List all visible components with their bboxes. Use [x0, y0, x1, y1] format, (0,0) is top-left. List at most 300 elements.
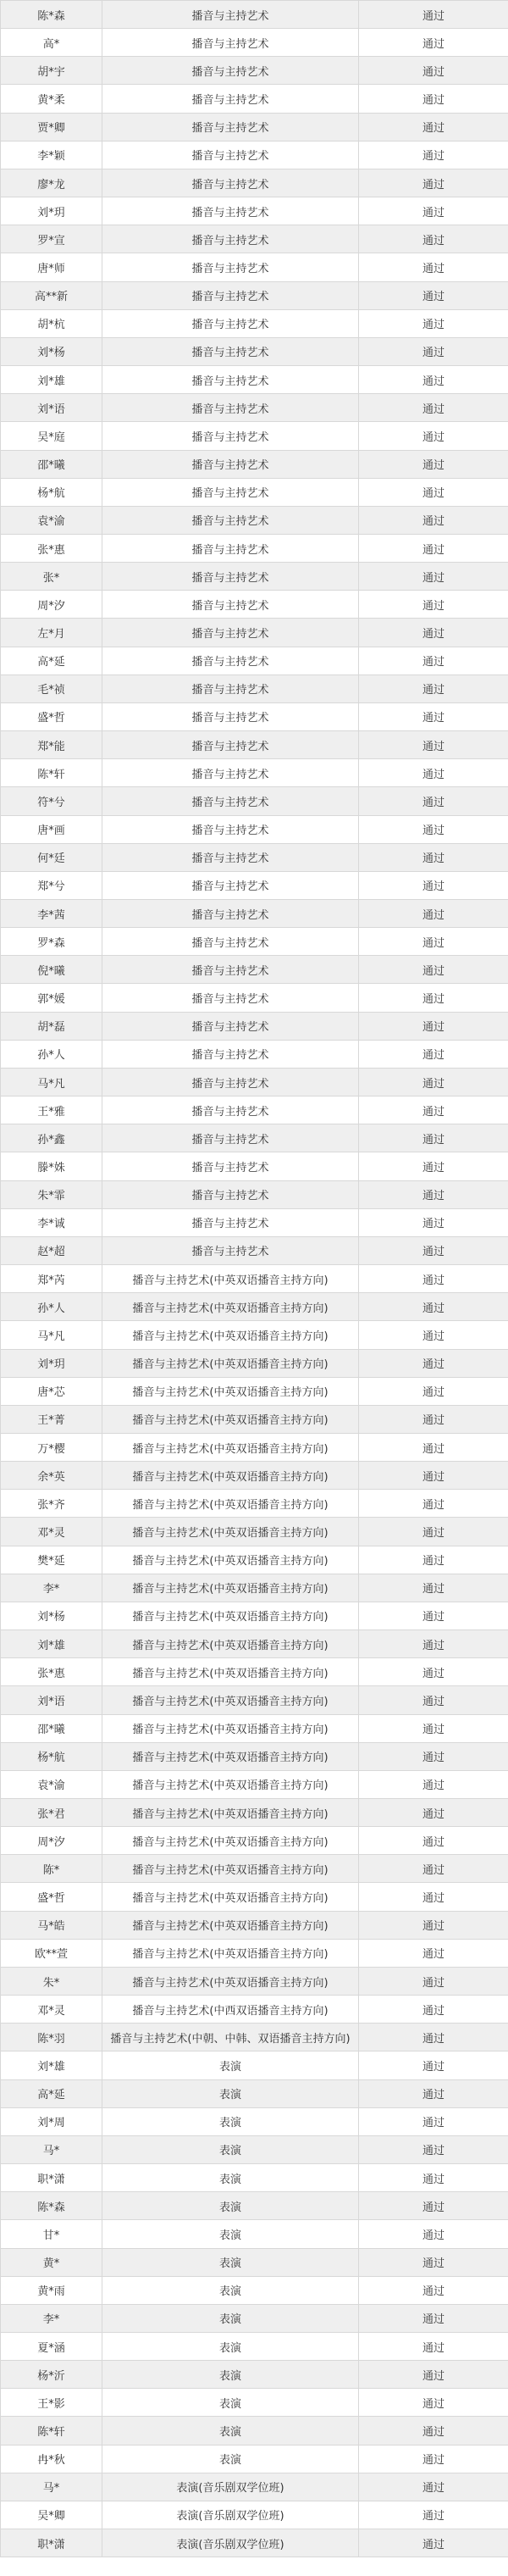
table-row: [1, 1799, 508, 1827]
result-cell: 通过: [359, 675, 508, 702]
table-row: [1, 2276, 508, 2304]
result-cell: 通过: [359, 422, 508, 450]
table-row: [1, 928, 508, 956]
table-row: [1, 1827, 508, 1855]
name-cell: 王*雅: [1, 1096, 102, 1124]
result-cell: 通过: [359, 900, 508, 928]
name-cell: 郑*能: [1, 731, 102, 759]
table-row: [1, 141, 508, 169]
major-cell: 播音与主持艺术(中英双语播音主持方向): [102, 1349, 359, 1377]
result-cell: 通过: [359, 1967, 508, 1995]
name-cell: 冉*秋: [1, 2445, 102, 2473]
name-cell: 滕*姝: [1, 1152, 102, 1180]
table-row: [1, 1236, 508, 1264]
table-row: [1, 1096, 508, 1124]
name-cell: 邵*曦: [1, 1714, 102, 1742]
name-cell: 杨*沂: [1, 2361, 102, 2389]
table-row: [1, 2107, 508, 2135]
major-cell: 表演: [102, 2276, 359, 2304]
name-cell: 刘*雄: [1, 366, 102, 394]
result-cell: 通过: [359, 29, 508, 57]
table-row: [1, 366, 508, 394]
name-cell: 吴*卿: [1, 2501, 102, 2529]
name-cell: 马*凡: [1, 1321, 102, 1349]
major-cell: 播音与主持艺术: [102, 1012, 359, 1040]
result-cell: 通过: [359, 843, 508, 871]
major-cell: 播音与主持艺术: [102, 281, 359, 309]
table-row: [1, 169, 508, 197]
result-cell: 通过: [359, 1855, 508, 1883]
major-cell: 播音与主持艺术: [102, 506, 359, 534]
table-row: [1, 2417, 508, 2445]
name-cell: 刘*玥: [1, 197, 102, 225]
major-cell: 播音与主持艺术: [102, 619, 359, 647]
major-cell: 播音与主持艺术(中西双语播音主持方向): [102, 1996, 359, 2024]
name-cell: 袁*渝: [1, 506, 102, 534]
major-cell: 表演: [102, 2417, 359, 2445]
major-cell: 表演: [102, 2220, 359, 2248]
result-cell: 通过: [359, 1996, 508, 2024]
major-cell: 播音与主持艺术(中英双语播音主持方向): [102, 1714, 359, 1742]
major-cell: 播音与主持艺术(中英双语播音主持方向): [102, 1770, 359, 1798]
result-cell: 通过: [359, 2389, 508, 2417]
major-cell: 播音与主持艺术(中英双语播音主持方向): [102, 1574, 359, 1602]
table-row: [1, 309, 508, 337]
name-cell: 郭*媛: [1, 984, 102, 1012]
name-cell: 罗*宣: [1, 225, 102, 253]
table-row: [1, 591, 508, 619]
table-row: [1, 702, 508, 730]
major-cell: 播音与主持艺术: [102, 366, 359, 394]
name-cell: 唐*师: [1, 253, 102, 281]
name-cell: 张*齐: [1, 1490, 102, 1518]
name-cell: 唐*芯: [1, 1377, 102, 1405]
name-cell: 刘*周: [1, 2107, 102, 2135]
table-row: [1, 1630, 508, 1658]
table-row: [1, 731, 508, 759]
major-cell: 表演: [102, 2135, 359, 2163]
table-row: [1, 900, 508, 928]
table-row: [1, 2332, 508, 2360]
name-cell: 王*影: [1, 2389, 102, 2417]
major-cell: 表演: [102, 2389, 359, 2417]
major-cell: 表演: [102, 2361, 359, 2389]
major-cell: 播音与主持艺术(中英双语播音主持方向): [102, 1827, 359, 1855]
major-cell: 表演: [102, 2051, 359, 2079]
major-cell: 播音与主持艺术(中英双语播音主持方向): [102, 1799, 359, 1827]
name-cell: 周*汐: [1, 591, 102, 619]
result-cell: 通过: [359, 1265, 508, 1293]
table-row: [1, 2248, 508, 2276]
name-cell: 马*: [1, 2473, 102, 2501]
result-cell: 通过: [359, 2276, 508, 2304]
name-cell: 陈*森: [1, 2192, 102, 2220]
major-cell: 表演: [102, 2192, 359, 2220]
table-row: [1, 2220, 508, 2248]
major-cell: 播音与主持艺术: [102, 197, 359, 225]
major-cell: 播音与主持艺术: [102, 422, 359, 450]
result-cell: 通过: [359, 591, 508, 619]
name-cell: 高*: [1, 29, 102, 57]
table-row: [1, 843, 508, 871]
major-cell: 播音与主持艺术(中英双语播音主持方向): [102, 1462, 359, 1490]
table-row: [1, 1265, 508, 1293]
major-cell: 播音与主持艺术: [102, 591, 359, 619]
result-cell: 通过: [359, 225, 508, 253]
table-row: [1, 1433, 508, 1461]
name-cell: 贾*卿: [1, 113, 102, 141]
result-cell: 通过: [359, 2024, 508, 2051]
major-cell: 播音与主持艺术(中英双语播音主持方向): [102, 1602, 359, 1629]
major-cell: 播音与主持艺术: [102, 309, 359, 337]
table-row: [1, 675, 508, 702]
name-cell: 职*潇: [1, 2529, 102, 2557]
major-cell: 播音与主持艺术: [102, 759, 359, 787]
name-cell: 刘*雄: [1, 1630, 102, 1658]
name-cell: 邓*灵: [1, 1996, 102, 2024]
major-cell: 播音与主持艺术(中英双语播音主持方向): [102, 1630, 359, 1658]
table-row: [1, 1040, 508, 1068]
major-cell: 播音与主持艺术: [102, 169, 359, 197]
results-table-body: [1, 1, 508, 2557]
major-cell: 播音与主持艺术: [102, 450, 359, 478]
table-row: [1, 1883, 508, 1911]
name-cell: 郑*芮: [1, 1265, 102, 1293]
major-cell: 播音与主持艺术: [102, 85, 359, 113]
name-cell: 左*月: [1, 619, 102, 647]
table-row: [1, 787, 508, 815]
name-cell: 黄*: [1, 2248, 102, 2276]
table-row: [1, 478, 508, 506]
result-cell: 通过: [359, 1293, 508, 1321]
major-cell: 播音与主持艺术: [102, 956, 359, 984]
name-cell: 陈*羽: [1, 2024, 102, 2051]
major-cell: 播音与主持艺术: [102, 1152, 359, 1180]
result-cell: 通过: [359, 563, 508, 591]
table-row: [1, 225, 508, 253]
result-cell: 通过: [359, 2417, 508, 2445]
major-cell: 表演: [102, 2079, 359, 2107]
table-row: [1, 1208, 508, 1236]
name-cell: 万*樱: [1, 1433, 102, 1461]
name-cell: 赵*超: [1, 1236, 102, 1264]
table-row: [1, 57, 508, 85]
result-cell: 通过: [359, 1068, 508, 1096]
name-cell: 刘*雄: [1, 2051, 102, 2079]
major-cell: 播音与主持艺术: [102, 843, 359, 871]
table-row: [1, 1321, 508, 1349]
name-cell: 樊*延: [1, 1546, 102, 1574]
table-row: [1, 1658, 508, 1686]
table-row: [1, 85, 508, 113]
result-cell: 通过: [359, 2079, 508, 2107]
name-cell: 符*兮: [1, 787, 102, 815]
table-row: [1, 1939, 508, 1967]
result-cell: 通过: [359, 1630, 508, 1658]
table-row: [1, 647, 508, 675]
result-cell: 通过: [359, 1096, 508, 1124]
major-cell: 播音与主持艺术(中英双语播音主持方向): [102, 1293, 359, 1321]
major-cell: 播音与主持艺术(中英双语播音主持方向): [102, 1518, 359, 1546]
major-cell: 播音与主持艺术(中英双语播音主持方向): [102, 1883, 359, 1911]
major-cell: 播音与主持艺术(中英双语播音主持方向): [102, 1911, 359, 1939]
table-row: [1, 1686, 508, 1714]
name-cell: 朱*: [1, 1967, 102, 1995]
result-cell: 通过: [359, 1152, 508, 1180]
name-cell: 盛*哲: [1, 702, 102, 730]
table-row: [1, 1490, 508, 1518]
result-cell: 通过: [359, 1883, 508, 1911]
result-cell: 通过: [359, 1490, 508, 1518]
name-cell: 陈*轩: [1, 759, 102, 787]
major-cell: 播音与主持艺术: [102, 1, 359, 29]
result-cell: 通过: [359, 928, 508, 956]
result-cell: 通过: [359, 1714, 508, 1742]
table-row: [1, 281, 508, 309]
result-cell: 通过: [359, 702, 508, 730]
table-row: [1, 815, 508, 843]
table-row: [1, 1518, 508, 1546]
major-cell: 播音与主持艺术: [102, 1180, 359, 1208]
name-cell: 张*惠: [1, 1658, 102, 1686]
result-cell: 通过: [359, 2164, 508, 2192]
major-cell: 播音与主持艺术(中朝、中韩、双语播音主持方向): [102, 2024, 359, 2051]
major-cell: 播音与主持艺术: [102, 1208, 359, 1236]
major-cell: 播音与主持艺术: [102, 815, 359, 843]
table-row: [1, 253, 508, 281]
name-cell: 刘*语: [1, 394, 102, 422]
table-row: [1, 2164, 508, 2192]
name-cell: 高*延: [1, 2079, 102, 2107]
result-cell: 通过: [359, 1377, 508, 1405]
major-cell: 播音与主持艺术: [102, 675, 359, 702]
name-cell: 周*汐: [1, 1827, 102, 1855]
result-cell: 通过: [359, 1911, 508, 1939]
name-cell: 刘*杨: [1, 1602, 102, 1629]
name-cell: 张*君: [1, 1799, 102, 1827]
table-row: [1, 1405, 508, 1433]
name-cell: 胡*宇: [1, 57, 102, 85]
major-cell: 表演: [102, 2332, 359, 2360]
name-cell: 孙*鑫: [1, 1124, 102, 1152]
name-cell: 胡*杭: [1, 309, 102, 337]
table-row: [1, 394, 508, 422]
table-row: [1, 1602, 508, 1629]
name-cell: 邵*曦: [1, 450, 102, 478]
result-cell: 通过: [359, 2445, 508, 2473]
result-cell: 通过: [359, 281, 508, 309]
table-row: [1, 2501, 508, 2529]
result-cell: 通过: [359, 2107, 508, 2135]
major-cell: 播音与主持艺术(中英双语播音主持方向): [102, 1855, 359, 1883]
major-cell: 播音与主持艺术: [102, 57, 359, 85]
result-cell: 通过: [359, 1236, 508, 1264]
name-cell: 袁*渝: [1, 1770, 102, 1798]
major-cell: 表演: [102, 2164, 359, 2192]
major-cell: 播音与主持艺术(中英双语播音主持方向): [102, 1377, 359, 1405]
result-cell: 通过: [359, 1012, 508, 1040]
result-cell: 通过: [359, 394, 508, 422]
name-cell: 李*诚: [1, 1208, 102, 1236]
result-cell: 通过: [359, 169, 508, 197]
major-cell: 播音与主持艺术(中英双语播音主持方向): [102, 1658, 359, 1686]
name-cell: 朱*霏: [1, 1180, 102, 1208]
name-cell: 李*: [1, 1574, 102, 1602]
major-cell: 播音与主持艺术: [102, 900, 359, 928]
major-cell: 播音与主持艺术: [102, 478, 359, 506]
name-cell: 欧**萱: [1, 1939, 102, 1967]
major-cell: 播音与主持艺术: [102, 1040, 359, 1068]
major-cell: 播音与主持艺术: [102, 984, 359, 1012]
major-cell: 表演(音乐剧双学位班): [102, 2501, 359, 2529]
major-cell: 播音与主持艺术: [102, 1068, 359, 1096]
result-cell: 通过: [359, 85, 508, 113]
major-cell: 播音与主持艺术: [102, 871, 359, 899]
result-cell: 通过: [359, 1770, 508, 1798]
result-cell: 通过: [359, 506, 508, 534]
table-row: [1, 1, 508, 29]
result-cell: 通过: [359, 2135, 508, 2163]
major-cell: 播音与主持艺术(中英双语播音主持方向): [102, 1405, 359, 1433]
result-cell: 通过: [359, 2248, 508, 2276]
result-cell: 通过: [359, 2192, 508, 2220]
table-row: [1, 2135, 508, 2163]
result-cell: 通过: [359, 2473, 508, 2501]
name-cell: 张*: [1, 563, 102, 591]
table-row: [1, 337, 508, 365]
name-cell: 胡*磊: [1, 1012, 102, 1040]
table-row: [1, 534, 508, 562]
name-cell: 夏*涵: [1, 2332, 102, 2360]
table-row: [1, 2304, 508, 2332]
table-row: [1, 619, 508, 647]
name-cell: 马*凡: [1, 1068, 102, 1096]
result-cell: 通过: [359, 2220, 508, 2248]
result-cell: 通过: [359, 1518, 508, 1546]
result-cell: 通过: [359, 1433, 508, 1461]
result-cell: 通过: [359, 1602, 508, 1629]
name-cell: 刘*玥: [1, 1349, 102, 1377]
name-cell: 马*皓: [1, 1911, 102, 1939]
table-row: [1, 2079, 508, 2107]
major-cell: 播音与主持艺术: [102, 394, 359, 422]
table-row: [1, 1068, 508, 1096]
table-row: [1, 1714, 508, 1742]
result-cell: 通过: [359, 478, 508, 506]
result-cell: 通过: [359, 2529, 508, 2557]
major-cell: 播音与主持艺术: [102, 534, 359, 562]
major-cell: 播音与主持艺术(中英双语播音主持方向): [102, 1321, 359, 1349]
major-cell: 表演(音乐剧双学位班): [102, 2529, 359, 2557]
result-cell: 通过: [359, 366, 508, 394]
name-cell: 刘*杨: [1, 337, 102, 365]
name-cell: 毛*祯: [1, 675, 102, 702]
table-row: [1, 1742, 508, 1770]
major-cell: 播音与主持艺术(中英双语播音主持方向): [102, 1490, 359, 1518]
name-cell: 杨*航: [1, 478, 102, 506]
result-cell: 通过: [359, 113, 508, 141]
table-row: [1, 450, 508, 478]
name-cell: 何*廷: [1, 843, 102, 871]
name-cell: 余*英: [1, 1462, 102, 1490]
major-cell: 播音与主持艺术: [102, 731, 359, 759]
major-cell: 播音与主持艺术(中英双语播音主持方向): [102, 1546, 359, 1574]
table-row: [1, 1770, 508, 1798]
table-row: [1, 1349, 508, 1377]
table-row: [1, 1546, 508, 1574]
result-cell: 通过: [359, 1939, 508, 1967]
name-cell: 高**新: [1, 281, 102, 309]
table-row: [1, 2529, 508, 2557]
result-cell: 通过: [359, 759, 508, 787]
major-cell: 播音与主持艺术(中英双语播音主持方向): [102, 1433, 359, 1461]
result-cell: 通过: [359, 1462, 508, 1490]
table-row: [1, 1855, 508, 1883]
major-cell: 表演: [102, 2107, 359, 2135]
result-cell: 通过: [359, 2501, 508, 2529]
name-cell: 盛*哲: [1, 1883, 102, 1911]
name-cell: 甘*: [1, 2220, 102, 2248]
table-row: [1, 1124, 508, 1152]
result-cell: 通过: [359, 1827, 508, 1855]
result-cell: 通过: [359, 337, 508, 365]
table-row: [1, 1574, 508, 1602]
major-cell: 播音与主持艺术: [102, 563, 359, 591]
result-cell: 通过: [359, 253, 508, 281]
major-cell: 表演: [102, 2248, 359, 2276]
name-cell: 张*惠: [1, 534, 102, 562]
major-cell: 播音与主持艺术: [102, 702, 359, 730]
result-cell: 通过: [359, 1686, 508, 1714]
result-cell: 通过: [359, 1799, 508, 1827]
result-cell: 通过: [359, 1208, 508, 1236]
result-cell: 通过: [359, 1321, 508, 1349]
table-row: [1, 1012, 508, 1040]
table-row: [1, 956, 508, 984]
result-cell: 通过: [359, 984, 508, 1012]
result-cell: 通过: [359, 956, 508, 984]
result-cell: 通过: [359, 1574, 508, 1602]
name-cell: 吴*庭: [1, 422, 102, 450]
table-row: [1, 422, 508, 450]
major-cell: 播音与主持艺术: [102, 1096, 359, 1124]
result-cell: 通过: [359, 197, 508, 225]
major-cell: 播音与主持艺术: [102, 113, 359, 141]
result-cell: 通过: [359, 1124, 508, 1152]
table-row: [1, 1996, 508, 2024]
name-cell: 邓*灵: [1, 1518, 102, 1546]
name-cell: 李*茜: [1, 900, 102, 928]
result-cell: 通过: [359, 2332, 508, 2360]
result-cell: 通过: [359, 141, 508, 169]
result-cell: 通过: [359, 1180, 508, 1208]
name-cell: 刘*语: [1, 1686, 102, 1714]
name-cell: 黄*柔: [1, 85, 102, 113]
table-row: [1, 2389, 508, 2417]
major-cell: 表演(音乐剧双学位班): [102, 2473, 359, 2501]
result-cell: 通过: [359, 1546, 508, 1574]
name-cell: 王*菁: [1, 1405, 102, 1433]
table-row: [1, 563, 508, 591]
table-row: [1, 2024, 508, 2051]
result-cell: 通过: [359, 1742, 508, 1770]
major-cell: 播音与主持艺术: [102, 225, 359, 253]
result-cell: 通过: [359, 450, 508, 478]
table-row: [1, 29, 508, 57]
result-cell: 通过: [359, 787, 508, 815]
result-cell: 通过: [359, 619, 508, 647]
table-row: [1, 1967, 508, 1995]
